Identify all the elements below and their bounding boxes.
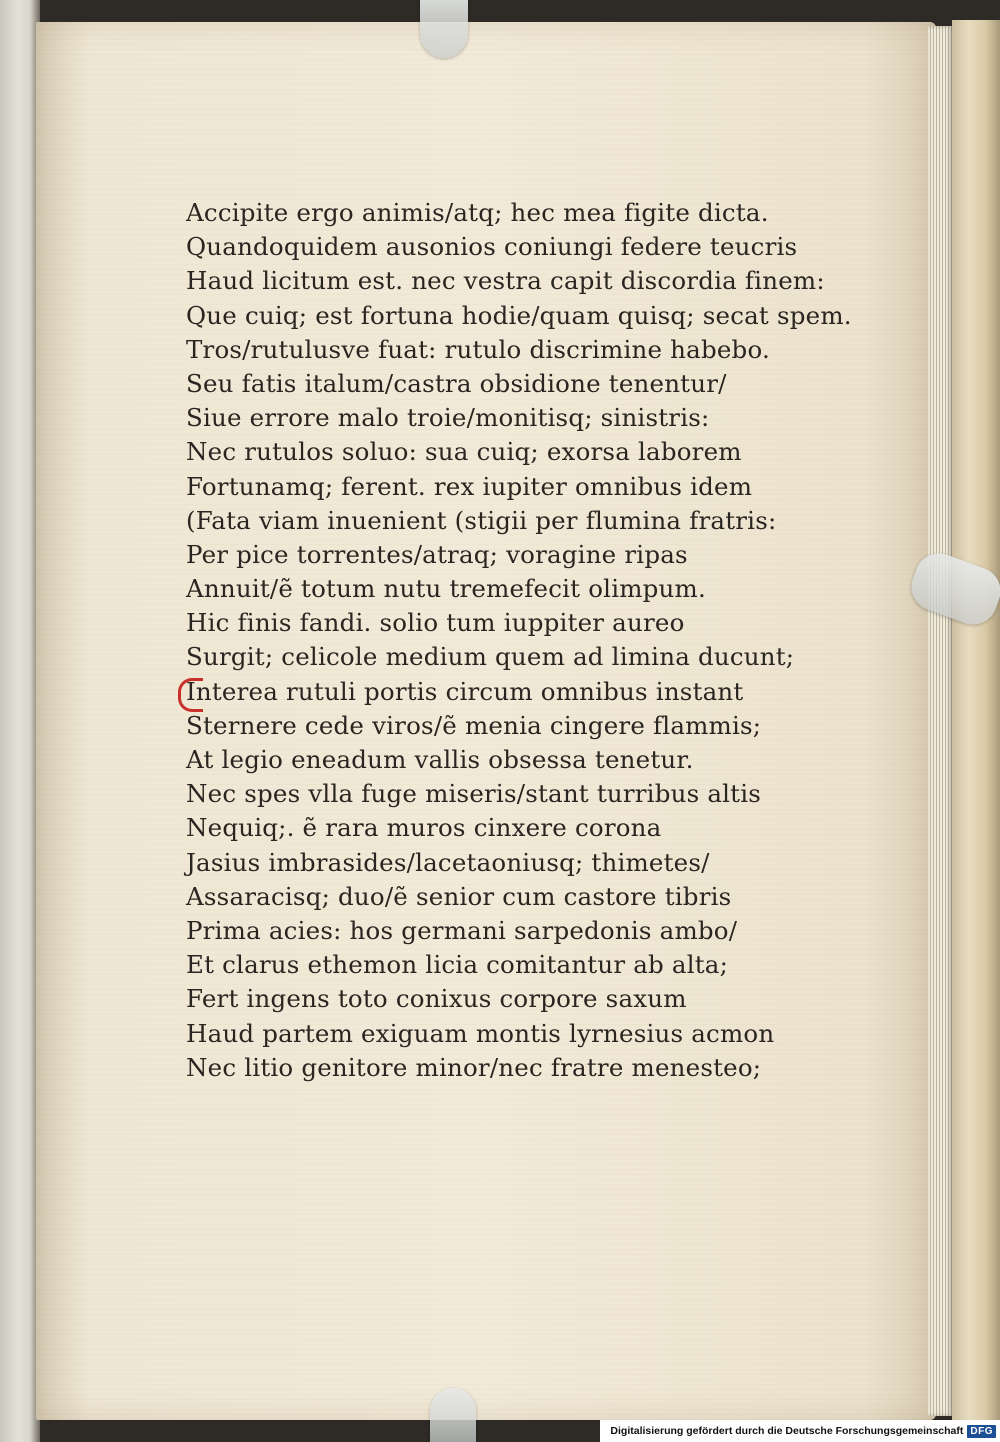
verse-line-text: Interea rutuli portis circum omnibus instant <box>186 676 744 706</box>
book-binding <box>952 20 1000 1422</box>
verse-line: Que cuiq; est fortuna hodie/quam quisq; secat spem. <box>186 300 852 330</box>
verse-line: Haud partem exiguam montis lyrnesius acmon <box>186 1018 775 1048</box>
verse-line: Hic finis fandi. solio tum iuppiter aureo <box>186 608 685 638</box>
verse-line: Jasius imbrasides/lacetaoniusq; thimetes/ <box>186 847 710 877</box>
verse-line: Haud licitum est. nec vestra capit discordia finem: <box>186 266 825 296</box>
verse-line: Per pice torrentes/atraq; voragine ripas <box>186 539 688 569</box>
verse-line: Surgit; celicole medium quem ad limina ducunt; <box>186 642 795 672</box>
rubric-mark-icon <box>178 678 203 712</box>
verse-line: Seu fatis italum/castra obsidione tenentur/ <box>186 368 727 398</box>
verse-line-rubricated <box>186 675 906 709</box>
verse-text-block <box>186 196 906 1085</box>
verse-line: Tros/rutulusve fuat: rutulo discrimine habebo. <box>186 334 770 364</box>
verse-line: Assaracisq; duo/ẽ senior cum castore tibris <box>186 881 732 911</box>
verse-line: Accipite ergo animis/atq; hec mea figite dicta. <box>186 198 769 227</box>
page-clip-bottom <box>430 1388 476 1442</box>
digitization-credit-bar <box>600 1420 1000 1442</box>
verse-line: Quandoquidem ausonios coniungi federe teucris <box>186 232 798 262</box>
verse-line: At legio eneadum vallis obsessa tenetur. <box>186 745 694 774</box>
dfg-logo-icon: DFG <box>967 1425 996 1438</box>
verse-line: Nec litio genitore minor/nec fratre menesteo; <box>186 1052 762 1082</box>
verse-line: Nequiq;. ẽ rara muros cinxere corona <box>186 813 662 843</box>
verse-line: Fortunamq; ferent. rex iupiter omnibus idem <box>186 471 753 501</box>
verse-line: Nec spes vlla fuge miseris/stant turribus altis <box>186 779 762 809</box>
digitization-credit: Digitalisierung gefördert durch die Deutsche Forschungsgemeinschaft <box>610 1425 964 1437</box>
verse-line: (Fata viam inuenient (stigii per flumina fratris: <box>186 505 777 535</box>
verse-line: Prima acies: hos germani sarpedonis ambo/ <box>186 915 738 945</box>
verse-line: Fert ingens toto conixus corpore saxum <box>186 984 687 1014</box>
verse-line: Nec rutulos soluo: sua cuiq; exorsa laborem <box>186 437 742 467</box>
verse-line: Annuit/ẽ totum nutu tremefecit olimpum. <box>186 574 706 604</box>
page-clip-top <box>420 0 468 58</box>
verse-line: Sternere cede viros/ẽ menia cingere flammis; <box>186 710 762 740</box>
verse-line: Siue errore malo troie/monitisq; sinistris: <box>186 403 710 433</box>
left-facing-page-edge <box>0 0 40 1442</box>
page-fore-edge <box>928 26 952 1416</box>
verse-line: Et clarus ethemon licia comitantur ab alta; <box>186 950 729 980</box>
